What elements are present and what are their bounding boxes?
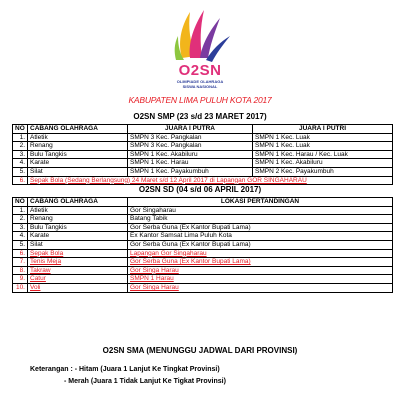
row-cabang: Catur — [28, 275, 128, 284]
row-lokasi: Ex Kantor Samsat Lima Puluh Kota — [128, 232, 393, 241]
row-putri: SMPN 1 Kec. Luak — [253, 133, 393, 142]
row-cabang: Sepak Bola — [28, 249, 128, 258]
row-lokasi: Lapangan Gor Singaharau — [128, 249, 393, 258]
row-putra: SMPN 3 Kec. Pangkalan — [128, 133, 253, 142]
table-row — [13, 159, 393, 168]
row-no: 5. — [13, 167, 28, 176]
row-putra: SMPN 1 Kec. Akabiluru — [128, 150, 253, 159]
header-cabang: CABANG OLAHRAGA — [28, 125, 128, 134]
row-cabang: Renang — [28, 215, 128, 224]
sma-heading: O2SN SMA (MENUNGGU JADWAL DARI PROVINSI) — [102, 346, 298, 355]
table-row — [13, 283, 393, 292]
table-row — [13, 240, 393, 249]
table-row — [13, 249, 393, 258]
row-no: 10. — [13, 283, 28, 292]
row-cabang: Bulu Tangkis — [28, 223, 128, 232]
row-cabang: Tenis Meja — [28, 258, 128, 267]
header-no: NO — [13, 125, 28, 134]
header-cabang: CABANG OLAHRAGA — [28, 198, 128, 207]
row-no: 4. — [13, 232, 28, 241]
row-cabang: Takraw — [28, 266, 128, 275]
sd-table — [12, 197, 393, 293]
row-putri: SMPN 1 Kec. Luak — [253, 142, 393, 151]
smp-header-row — [13, 125, 393, 134]
row-putri: SMPN 1 Kec. Akabiluru — [253, 159, 393, 168]
row-putri: SMPN 2 Kec. Payakumbuh — [253, 167, 393, 176]
row-putra: SMPN 1 Kec. Harau — [128, 159, 253, 168]
table-row — [13, 133, 393, 142]
row-no: 5. — [13, 240, 28, 249]
table-row — [13, 232, 393, 241]
row-no: 1. — [13, 206, 28, 215]
row-lokasi: Gor Serba Guna (Ex Kantor Bupati Lama) — [128, 258, 393, 267]
row-putra: SMPN 1 Kec. Payakumbuh — [128, 167, 253, 176]
row-cabang: Voli — [28, 283, 128, 292]
logo-subtitle-1: OLIMPIADE OLAHRAGA — [176, 79, 224, 84]
sepak-bola-note: Sepak Bola (Sedang Berlangsung) 24 Maret s/d 12 April 2017 di Lapangan GOR SINGAHARAU — [28, 176, 393, 185]
header-juara-putri: JUARA I PUTRI — [253, 125, 393, 134]
row-cabang: Silat — [28, 167, 128, 176]
header-juara-putra: JUARA I PUTRA — [128, 125, 253, 134]
row-no: 2. — [13, 215, 28, 224]
row-no: 4. — [13, 159, 28, 168]
table-row — [13, 167, 393, 176]
table-row — [13, 266, 393, 275]
row-cabang: Karate — [28, 159, 128, 168]
flame-logo-icon — [160, 6, 240, 66]
sd-heading: O2SN SD (04 s/d 06 APRIL 2017) — [138, 185, 262, 194]
row-cabang: Renang — [28, 142, 128, 151]
legend-black: Keterangan : - Hitam (Juara 1 Lanjut Ke Tingkat Provinsi) — [30, 366, 220, 373]
row-cabang: Atletik — [28, 206, 128, 215]
row-lokasi: Gor Singa Harau — [128, 266, 393, 275]
row-no: 3. — [13, 150, 28, 159]
smp-heading: O2SN SMP (23 s/d 23 MARET 2017) — [133, 112, 267, 121]
row-lokasi: Gor Singa Harau — [128, 283, 393, 292]
row-no: 6. — [13, 176, 28, 185]
row-no: 8. — [13, 266, 28, 275]
table-row — [13, 206, 393, 215]
logo-subtitle-2: SISWA NASIONAL — [182, 84, 218, 89]
legend-red: - Merah (Juara 1 Tidak Lanjut Ke Tigkat Provinsi) — [64, 378, 226, 385]
row-putri: SMPN 1 Kec. Harau / Kec. Luak — [253, 150, 393, 159]
header-lokasi: LOKASI PERTANDINGAN — [128, 198, 393, 207]
table-row — [13, 258, 393, 267]
page-title: KABUPATEN LIMA PULUH KOTA 2017 — [128, 95, 272, 105]
row-no: 9. — [13, 275, 28, 284]
row-cabang: Silat — [28, 240, 128, 249]
table-row — [13, 275, 393, 284]
row-cabang: Karate — [28, 232, 128, 241]
row-cabang: Atletik — [28, 133, 128, 142]
row-no: 7. — [13, 258, 28, 267]
smp-table — [12, 124, 393, 185]
row-lokasi: Gor Serba Guna (Ex Kantor Bupati Lama) — [128, 223, 393, 232]
table-row-sepak-bola — [13, 176, 393, 185]
row-no: 1. — [13, 133, 28, 142]
logo-text: O2SN — [178, 62, 222, 79]
row-no: 3. — [13, 223, 28, 232]
table-row — [13, 142, 393, 151]
row-no: 6. — [13, 249, 28, 258]
table-row — [13, 223, 393, 232]
row-putra: SMPN 3 Kec. Pangkalan — [128, 142, 253, 151]
header-no: NO — [13, 198, 28, 207]
row-no: 2. — [13, 142, 28, 151]
row-lokasi: Gor Singaharau — [128, 206, 393, 215]
row-lokasi: Gor Serba Guna (Ex Kantor Bupati Lama) — [128, 240, 393, 249]
table-row — [13, 215, 393, 224]
table-row — [13, 150, 393, 159]
row-lokasi: Batang Tabik — [128, 215, 393, 224]
sd-header-row — [13, 198, 393, 207]
row-lokasi: SMPN 1 Harau — [128, 275, 393, 284]
row-cabang: Bulu Tangkis — [28, 150, 128, 159]
